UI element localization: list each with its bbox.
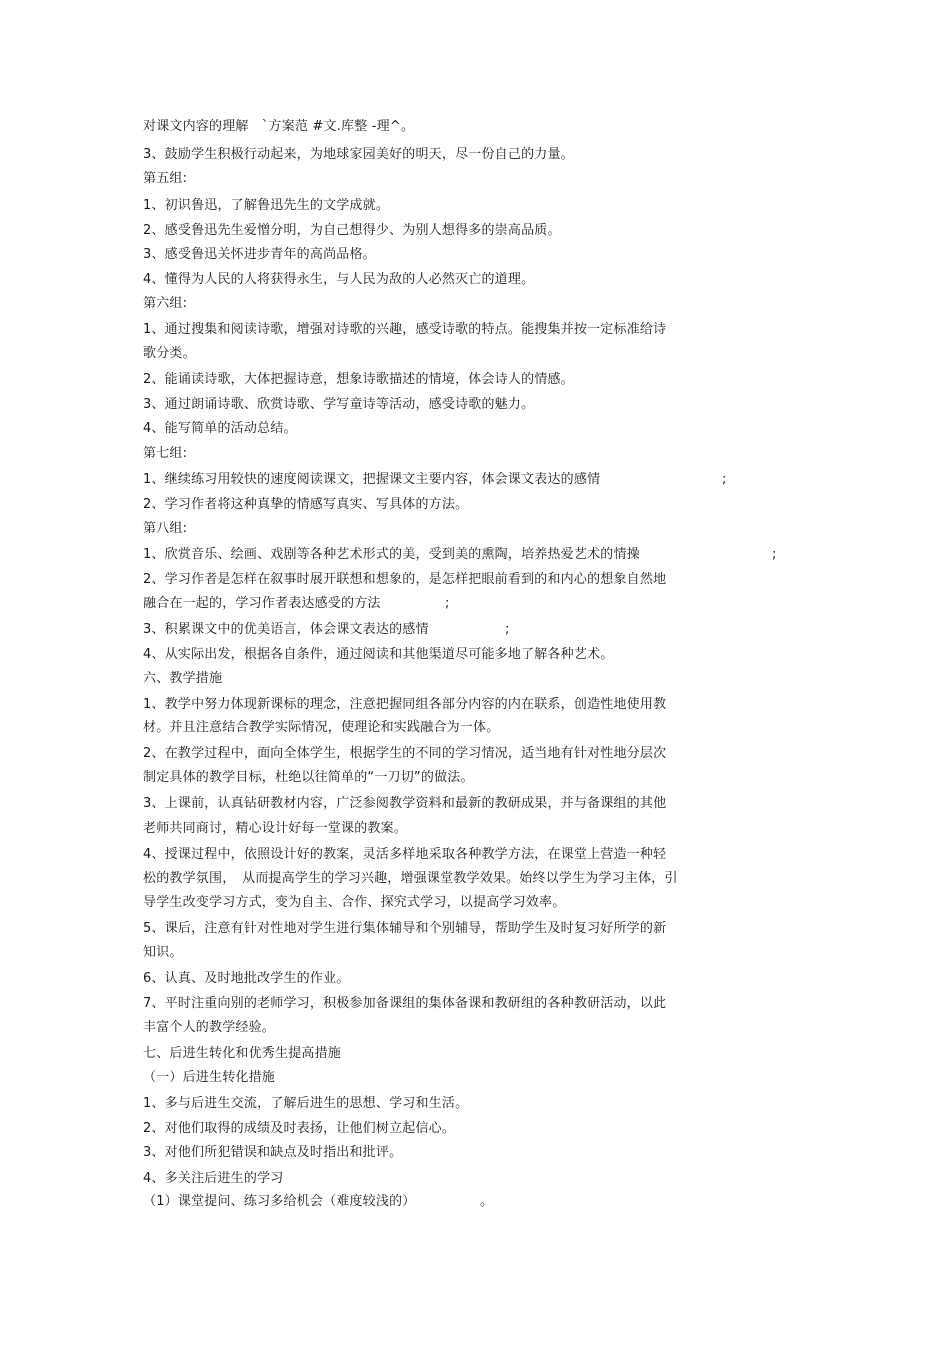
trailing-semicolon: ;: [505, 622, 510, 637]
text-line: 歌分类。: [143, 346, 196, 361]
section-heading-student-measures: 七、后进生转化和优秀生提高措施: [143, 1046, 342, 1061]
section-heading-group-5: 第五组:: [143, 171, 188, 186]
text-line: 2、能诵读诗歌，大体把握诗意，想象诗歌描述的情境，体会诗人的情感。: [143, 372, 574, 387]
section-heading-group-8: 第八组:: [143, 521, 188, 536]
section-heading-group-7: 第七组:: [143, 446, 188, 461]
text-line: 7、平时注重向别的老师学习，积极参加备课组的集体备课和教研组的各种教研活动，以此: [143, 996, 667, 1011]
text-line: 制定具体的教学目标，杜绝以往简单的“一刀切”的做法。: [143, 770, 474, 785]
trailing-semicolon: ;: [445, 596, 450, 611]
subsection-heading: （一）后进生转化措施: [143, 1070, 276, 1085]
text-line: 2、在教学过程中，面向全体学生，根据学生的不同的学习情况，适当地有针对性地分层次: [143, 746, 667, 761]
text-line: 知识。: [143, 945, 183, 960]
text-line: （1）课堂提问、练习多给机会（难度较浅的）: [143, 1194, 416, 1209]
text-line: 3、感受鲁迅关怀进步青年的高尚品格。: [143, 247, 376, 262]
text-line: 1、初识鲁迅，了解鲁迅先生的文学成就。: [143, 198, 390, 213]
text-line: 2、学习作者是怎样在叙事时展开联想和想象的，是怎样把眼前看到的和内心的想象自然地: [143, 572, 667, 587]
trailing-semicolon: ;: [722, 472, 727, 487]
text-line: 4、授课过程中，依照设计好的教案，灵活多样地采取各种教学方法，在课堂上营造一种轻: [143, 847, 667, 862]
text-line: 1、欣赏音乐、绘画、戏剧等各种艺术形式的美，受到美的熏陶，培养热爱艺术的情操: [143, 547, 640, 562]
text-line: 材。并且注意结合教学实际情况，使理论和实践融合为一体。: [143, 720, 500, 735]
text-line: 丰富个人的教学经验。: [143, 1020, 276, 1035]
text-line: 3、通过朗诵诗歌、欣赏诗歌、学写童诗等活动，感受诗歌的魅力。: [143, 397, 535, 412]
text-line: 5、课后，注意有针对性地对学生进行集体辅导和个别辅导，帮助学生及时复习好所学的新: [143, 921, 667, 936]
text-line: 4、懂得为人民的人将获得永生，与人民为敌的人必然灭亡的道理。: [143, 272, 535, 287]
text-line: 老师共同商讨，精心设计好每一堂课的教案。: [143, 821, 408, 836]
text-line: 3、对他们所犯错误和缺点及时指出和批评。: [143, 1145, 403, 1160]
text-line: 松的教学氛围， 从而提高学生的学习兴趣，增强课堂教学效果。始终以学生为学习主体，引: [143, 871, 678, 886]
text-line: 2、学习作者将这种真挚的情感写真实、写具体的方法。: [143, 497, 469, 512]
text-line: 2、感受鲁迅先生爱憎分明，为自己想得少、为别人想得多的崇高品质。: [143, 223, 561, 238]
text-line: 3、积累课文中的优美语言，体会课文表达的感情: [143, 622, 429, 637]
text-line: 融合在一起的，学习作者表达感受的方法: [143, 596, 381, 611]
trailing-period: 。: [480, 1194, 494, 1209]
text-line: 4、从实际出发，根据各自条件，通过阅读和其他渠道尽可能多地了解各种艺术。: [143, 647, 614, 662]
text-line: 4、能写简单的活动总结。: [143, 421, 297, 436]
text-line: 3、上课前，认真钻研教材内容，广泛参阅教学资料和最新的教研成果，并与备课组的其他: [143, 796, 667, 811]
text-line: 1、继续练习用较快的速度阅读课文，把握课文主要内容，体会课文表达的感情: [143, 472, 601, 487]
text-line: 1、教学中努力体现新课标的理念，注意把握同组各部分内容的内在联系，创造性地使用教: [143, 697, 667, 712]
trailing-semicolon: ;: [772, 547, 777, 562]
text-line: 1、多与后进生交流，了解后进生的思想、学习和生活。: [143, 1096, 469, 1111]
text-line: 2、对他们取得的成绩及时表扬，让他们树立起信心。: [143, 1121, 456, 1136]
text-line: 6、认真、及时地批改学生的作业。: [143, 971, 350, 986]
text-line: 1、通过搜集和阅读诗歌，增强对诗歌的兴趣，感受诗歌的特点。能搜集并按一定标准给诗: [143, 322, 667, 337]
text-line: 对课文内容的理解 `方案范 #文.库整 -理^。: [143, 119, 415, 134]
section-heading-teaching-measures: 六、教学措施: [143, 671, 223, 686]
section-heading-group-6: 第六组:: [143, 296, 188, 311]
text-line: 导学生改变学习方式，变为自主、合作、探究式学习，以提高学习效率。: [143, 895, 566, 910]
text-line: 4、多关注后进生的学习: [143, 1171, 284, 1186]
text-line: 3、鼓励学生积极行动起来，为地球家园美好的明天，尽一份自己的力量。: [143, 147, 574, 162]
